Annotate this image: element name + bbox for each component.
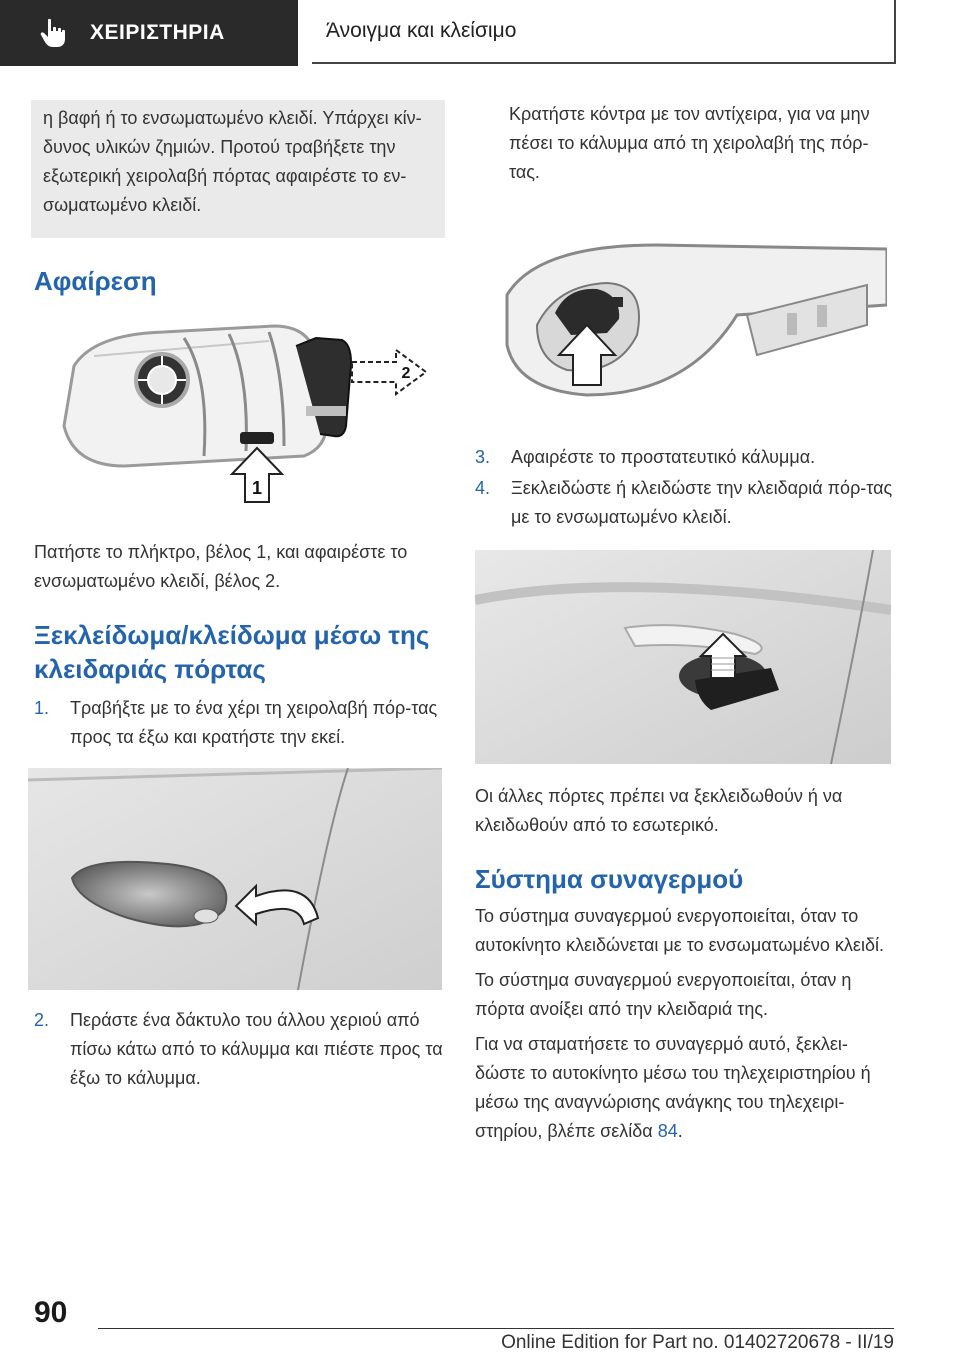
arrow-2-label: 2	[401, 365, 411, 382]
step-3-text: Αφαιρέστε το προστατευτικό κάλυμμα.	[511, 447, 816, 467]
removal-instructions: Πατήστε το πλήκτρο, βέλος 1, και αφαιρέστε το ενσωματωμένο κλειδί, βέλος 2.	[34, 542, 408, 591]
key-removal-figure	[34, 316, 444, 506]
footer-rule	[98, 1328, 894, 1329]
step-4-number: 4.	[475, 478, 491, 498]
caution-note: η βαφή ή το ενσωματωμένο κλειδί. Υπάρχει κίν‐δυνος υλικών ζημιών. Προτού τραβήξετε την εξωτερική χειρολαβή πόρτας αφαιρέστε το εν‐σωματωμένο κλειδί.	[31, 100, 445, 238]
door-handle-figure	[28, 768, 442, 990]
page-header	[0, 0, 960, 66]
alarm-paragraph-2: Το σύστημα συναγερμού ενεργοποιείται, όταν η πόρτα ανοίξει από την κλειδαριά της.	[475, 970, 852, 1019]
right-column	[475, 100, 893, 1146]
arrow-1-label: 1	[251, 478, 263, 498]
heading-alarm: Σύστημα συναγερμού	[475, 864, 744, 894]
alarm-paragraph-1: Το σύστημα συναγερμού ενεργοποιείται, όταν το αυτοκίνητο κλειδώνεται με το ενσωματωμένο κλειδί.	[475, 906, 884, 955]
step-2-number: 2.	[34, 1010, 50, 1030]
step-1-number: 1.	[34, 698, 50, 718]
heading-lock: Ξεκλείδωμα/κλείδωμα μέσω της κλειδαριάς πόρτας	[34, 620, 430, 684]
page-84-link[interactable]: 84	[657, 1121, 678, 1141]
door-lock-figure	[475, 550, 891, 764]
step-1-text: Τραβήξτε με το ένα χέρι τη χειρολαβή πόρ‐τας προς τα έξω και κρατήστε την εκεί.	[70, 698, 438, 747]
edition-text: Online Edition for Part no. 01402720678 - II/19	[501, 1332, 894, 1353]
other-doors-text: Οι άλλες πόρτες πρέπει να ξεκλειδωθούν ή να κλειδωθούν από το εσωτερικό.	[475, 786, 843, 835]
step-1	[34, 694, 444, 752]
section-label: ΧΕΙΡΙΣΤΗΡΙΑ	[90, 21, 225, 44]
alarm-paragraph-3-end: .	[677, 1121, 683, 1141]
chapter-box	[312, 0, 896, 64]
section-tab[interactable]	[0, 0, 298, 66]
step-4-text: Ξεκλειδώστε ή κλειδώστε την κλειδαριά πόρ‐τας με το ενσωματωμένο κλειδί.	[511, 478, 893, 527]
left-column	[34, 100, 444, 1093]
step-3	[475, 443, 893, 472]
alarm-paragraph-3	[475, 1030, 893, 1146]
hand-pointer-icon	[36, 16, 70, 50]
step-2-text: Περάστε ένα δάκτυλο του άλλου χεριού από πίσω κάτω από το κάλυμμα και πιέστε προς τα έξω το κάλυμμα.	[70, 1010, 443, 1088]
page-number: 90	[34, 1296, 68, 1329]
arrow-2	[352, 350, 426, 394]
heading-removal: Αφαίρεση	[34, 266, 157, 296]
alarm-paragraph-3-text: Για να σταματήσετε το συναγερμό αυτό, ξεκλει‐δώστε το αυτοκίνητο μέσω του τηλεχειριστηρίου ή μέσω της αναγνώρισης ανάγκης του τηλεχειρι‐στηρίου, βλέπε σελίδα	[475, 1034, 871, 1141]
intro-text: Κρατήστε κόντρα με τον αντίχειρα, για να μην πέσει το κάλυμμα από τη χειρολαβή της πόρ‐τας.	[509, 104, 870, 182]
step-4	[475, 474, 893, 532]
cover-removal-figure	[497, 225, 887, 415]
chapter-title: Άνοιγμα και κλείσιμο	[326, 19, 517, 42]
step-2	[34, 1006, 444, 1093]
step-3-number: 3.	[475, 447, 491, 467]
footer-edition	[0, 1332, 960, 1362]
